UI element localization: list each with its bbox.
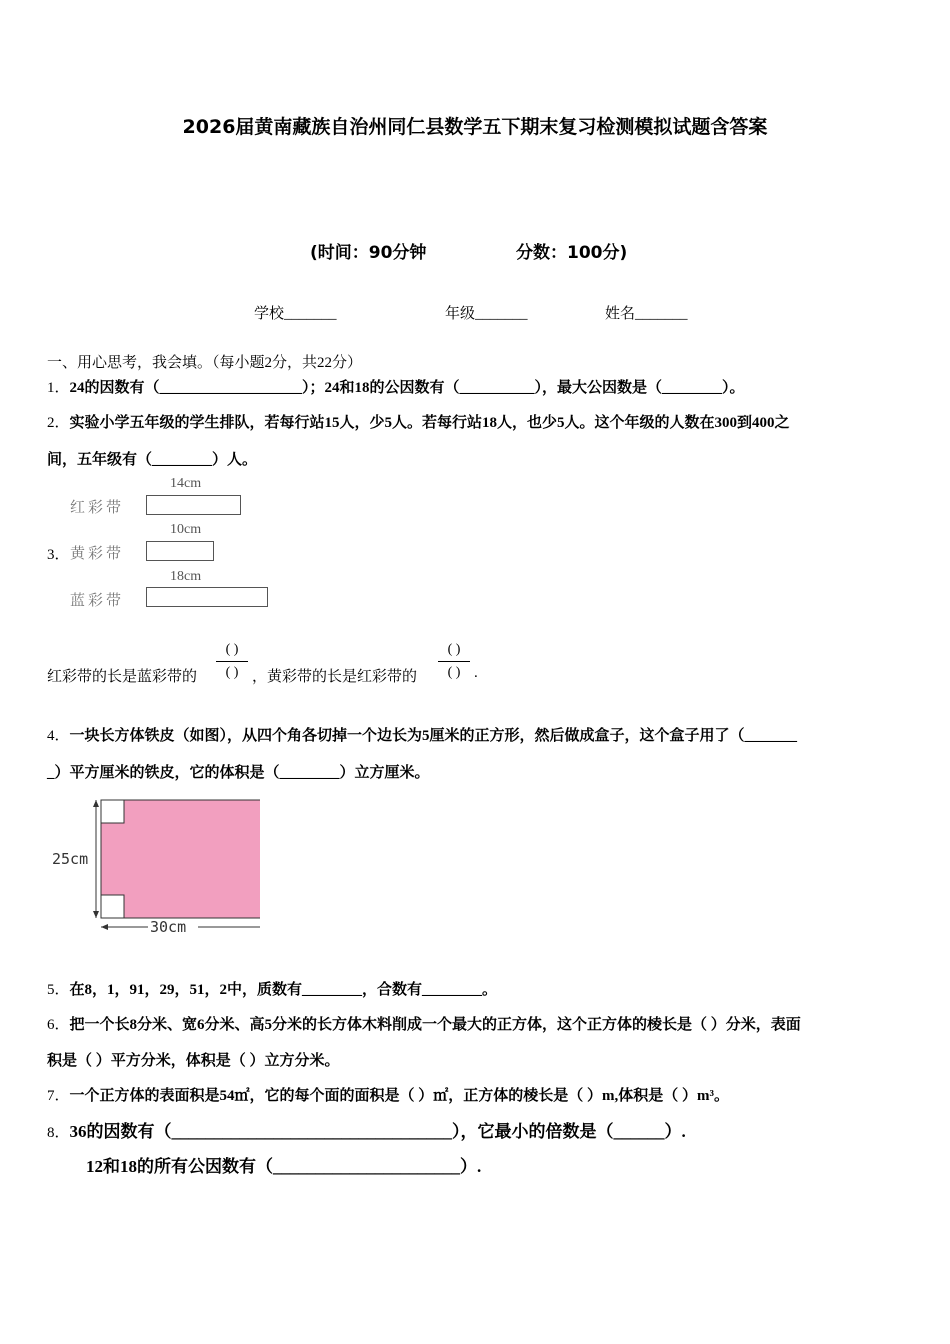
question-text: 24的因数有（___________________）；24和18的公因数有（__________），最大公因数是（________）。: [69, 380, 745, 396]
question-4-continued: _）平方厘米的铁皮，它的体积是（________）立方厘米。: [47, 765, 430, 781]
fraction-bar: [438, 661, 470, 662]
question-5: [47, 978, 497, 999]
question-8-continued: 12和18的所有公因数有（______________________）.: [86, 1157, 482, 1176]
corner-square: [101, 800, 124, 823]
question-1: [47, 376, 745, 397]
arrow-up-icon: [93, 800, 99, 807]
ribbon-red-length: 14cm: [170, 476, 202, 491]
question-number: 4．: [47, 728, 70, 744]
corner-square: [101, 895, 124, 918]
question-text: 把一个长8分米、宽6分米、高5分米的长方体木料削成一个最大的正方体，这个正方体的棱长是（ ）分米，表面: [69, 1017, 801, 1033]
question-text: 一个正方体的表面积是54㎡，它的每个面的面积是（ ）㎡，正方体的棱长是（ ）m,体积是（ ）m³。: [69, 1088, 730, 1104]
question-7: [47, 1084, 729, 1105]
height-label: 25cm: [52, 850, 89, 868]
ribbon-yellow-length: 10cm: [170, 522, 202, 537]
question-text: 36的因数有（_________________________________），它最小的倍数是（______）.: [69, 1122, 686, 1141]
question-6: [47, 1013, 801, 1034]
q3-text-a: 红彩带的长是蓝彩带的: [47, 669, 198, 685]
exam-time: (时间：90分钟: [310, 243, 427, 263]
fraction-bar: [216, 661, 248, 662]
q3-text-b: ，黄彩带的长是红彩带的: [252, 669, 418, 685]
ribbon-blue-length: 18cm: [170, 569, 202, 584]
iron-sheet-diagram: [50, 795, 260, 940]
ribbon-blue-bar: [146, 587, 268, 607]
arrow-left-icon: [101, 924, 108, 930]
question-number: 6．: [47, 1017, 70, 1033]
fraction-blank-2: [438, 641, 470, 682]
question-text: 实验小学五年级的学生排队，若每行站15人，少5人。若每行站18人，也少5人。这个年级的人数在300到400之: [69, 415, 790, 431]
iron-sheet: [101, 800, 260, 918]
question-number: 5．: [47, 982, 70, 998]
width-label: 30cm: [150, 918, 187, 936]
question-3-number: 3．: [47, 547, 70, 563]
q3-text-c: .: [474, 665, 478, 681]
section-heading: 一、用心思考，我会填。（每小题2分，共22分）: [47, 355, 363, 371]
ribbon-yellow-bar: [146, 541, 214, 561]
exam-score: 分数：100分): [516, 243, 628, 263]
school-field: 学校_______: [254, 306, 337, 322]
grade-field: 年级_______: [445, 306, 528, 322]
question-number: 7．: [47, 1088, 70, 1104]
question-6-continued: 积是（ ）平方分米，体积是（ ）立方分米。: [47, 1053, 340, 1069]
question-text: 一块长方体铁皮（如图），从四个角各切掉一个边长为5厘米的正方形，然后做成盒子，这个盒子用了（_______: [69, 728, 798, 744]
question-4: [47, 724, 797, 745]
question-number: 2．: [47, 415, 70, 431]
ribbon-red-bar: [146, 495, 241, 515]
question-2-continued: 间，五年级有（________）人。: [47, 452, 258, 468]
question-number: 1．: [47, 380, 70, 396]
question-2: [47, 411, 790, 432]
question-number: 8．: [47, 1125, 70, 1141]
numerator-blank: ( ): [225, 642, 239, 657]
ribbon-blue-label: 蓝彩带: [70, 593, 125, 609]
question-8: [47, 1117, 686, 1142]
fraction-blank-1: [216, 641, 248, 682]
ribbon-yellow-label: 黄彩带: [70, 546, 125, 562]
denominator-blank: ( ): [225, 665, 239, 680]
name-field: 姓名_______: [605, 306, 688, 322]
denominator-blank: ( ): [447, 665, 461, 680]
page-title: 2026届黄南藏族自治州同仁县数学五下期末复习检测模拟试题含答案: [182, 116, 768, 138]
arrow-down-icon: [93, 911, 99, 918]
ribbon-red-label: 红彩带: [70, 500, 125, 516]
question-text: 在8，1，91，29，51，2中，质数有________，合数有________。: [69, 982, 498, 998]
numerator-blank: ( ): [447, 642, 461, 657]
